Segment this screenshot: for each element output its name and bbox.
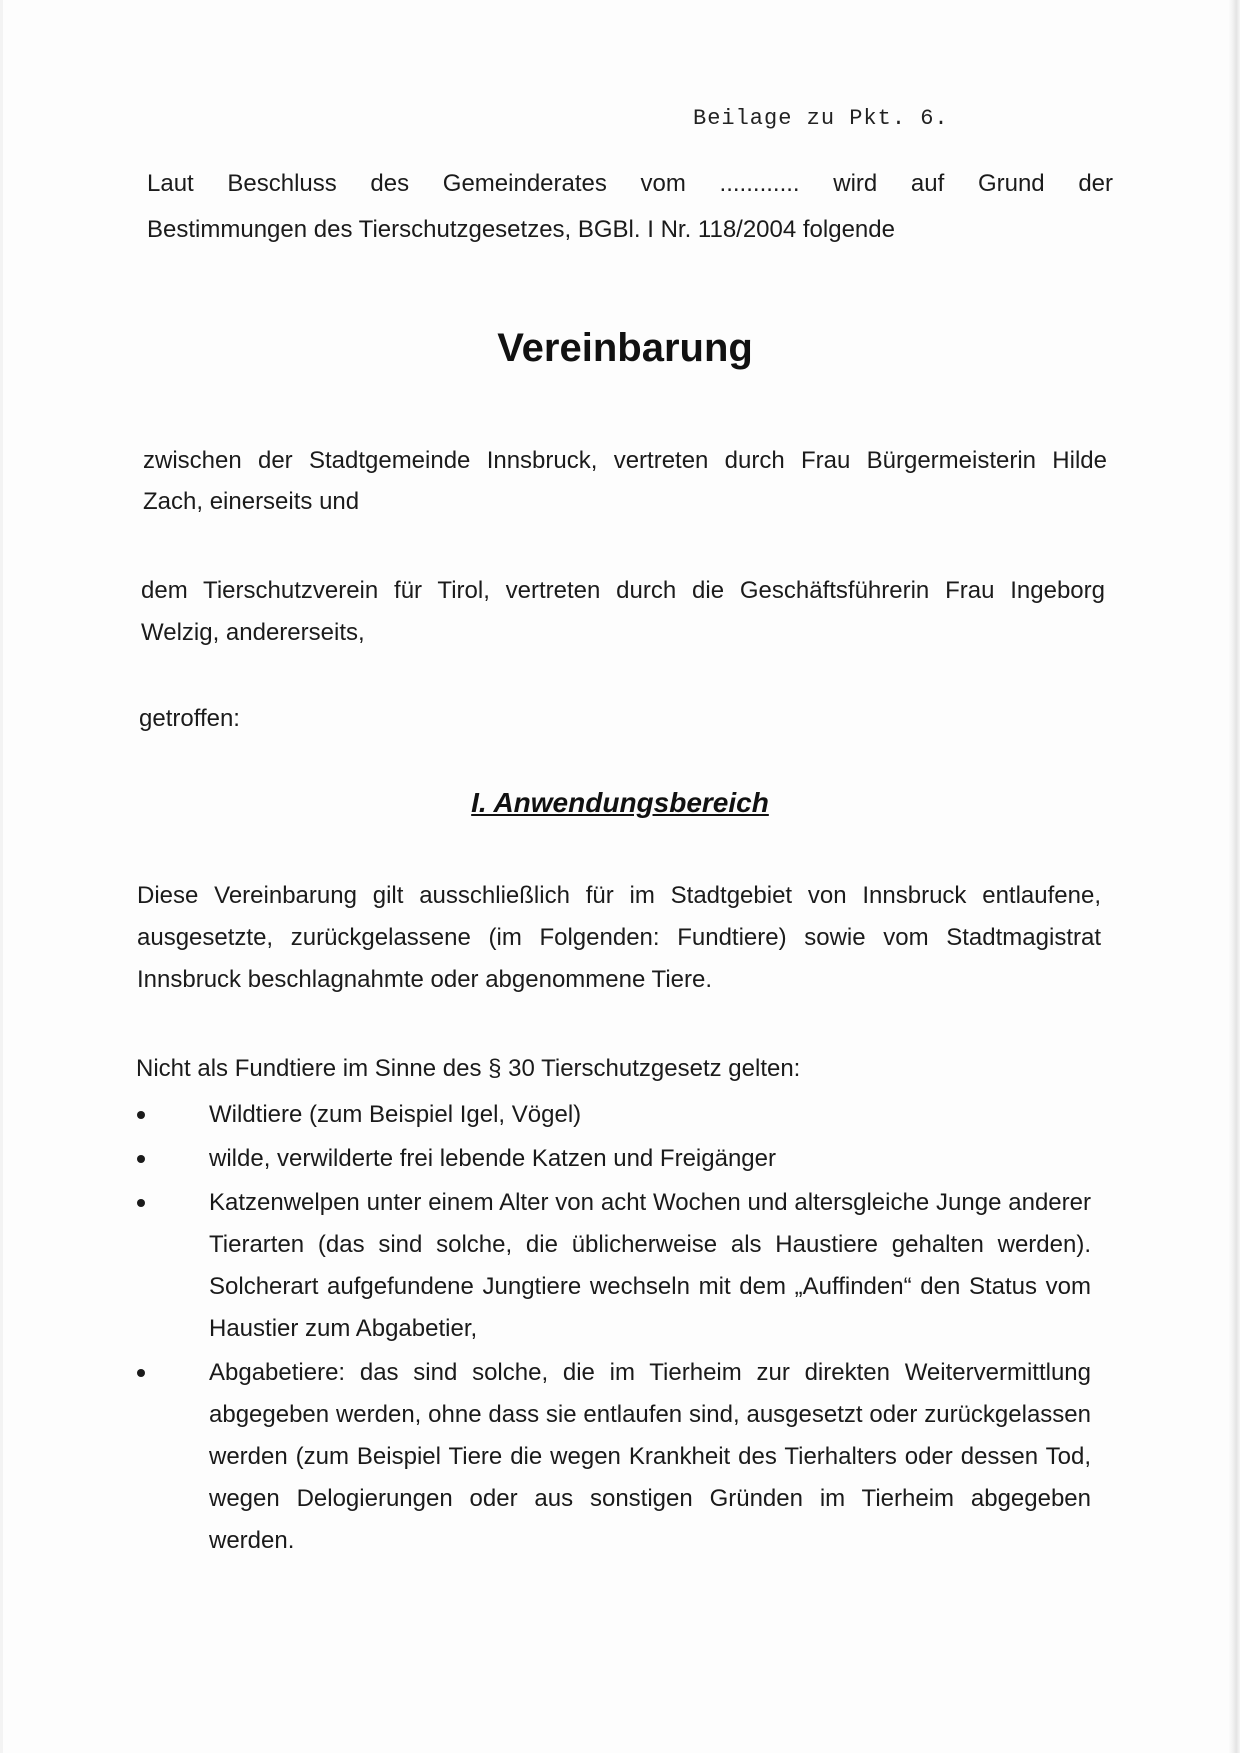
list-item-text: wilde, verwilderte frei lebende Katzen und Freigänger	[209, 1145, 776, 1172]
list-item	[136, 1352, 1091, 1562]
bullet-icon	[137, 1111, 145, 1119]
intro-line-2: Bestimmungen des Tierschutzgesetzes, BGBl. I Nr. 118/2004 folgende	[147, 216, 895, 243]
concluded-label: getroffen:	[139, 705, 240, 732]
party-2-line-1: dem Tierschutzverein für Tirol, vertreten durch die Geschäftsführerin Frau Ingeborg	[141, 577, 1105, 604]
exclusions-intro: Nicht als Fundtiere im Sinne des § 30 Tierschutzgesetz gelten:	[136, 1055, 801, 1082]
document-title: Vereinbarung	[497, 326, 753, 370]
party-1-line-1: zwischen der Stadtgemeinde Innsbruck, vertreten durch Frau Bürgermeisterin Hilde	[143, 447, 1107, 474]
list-item-text: Abgabetiere: das sind solche, die im Tierheim zur direkten Weitervermittlung abgegeben werden, ohne dass sie entlaufen sind, ausgesetzt oder zurückgelassen werden (zum Beispiel Tiere die wegen Krankheit des Tierhalters oder dessen Tod, wegen Delogierungen oder aus sonstigen Gründen im Tierheim abgegeben werden.	[209, 1359, 1091, 1554]
exclusions-list	[136, 1094, 1091, 1564]
list-item-text: Katzenwelpen unter einem Alter von acht Wochen und altersgleiche Junge anderer Tierarten (das sind solche, die üblicherweise als Haustiere gehalten werden). Solcherart aufgefundene Jungtiere wechseln mit dem „Auffinden“ den Status vom Haustier zum Abgabetier,	[209, 1189, 1091, 1342]
list-item	[136, 1182, 1091, 1350]
section-heading-scope: I. Anwendungsbereich	[471, 787, 769, 818]
party-2-line-2: Welzig, andererseits,	[141, 619, 365, 646]
bullet-icon	[137, 1369, 145, 1377]
attachment-reference: Beilage zu Pkt. 6.	[693, 106, 949, 131]
list-item-text: Wildtiere (zum Beispiel Igel, Vögel)	[209, 1101, 582, 1128]
list-item	[136, 1094, 1091, 1136]
bullet-icon	[137, 1199, 145, 1207]
bullet-icon	[137, 1155, 145, 1163]
party-1-line-2: Zach, einerseits und	[143, 488, 360, 515]
intro-line-1: Laut Beschluss des Gemeinderates vom ............ wird auf Grund der	[147, 170, 1113, 197]
scan-edge-left	[0, 0, 3, 1753]
list-item	[136, 1138, 1091, 1180]
scan-edge-right	[1228, 0, 1240, 1753]
scope-paragraph: Diese Vereinbarung gilt ausschließlich für im Stadtgebiet von Innsbruck entlaufene, ausgesetzte, zurückgelassene (im Folgenden: Fundtiere) sowie vom Stadtmagistrat Innsbruck beschlagnahmte oder abgenommene Tiere.	[137, 882, 1101, 993]
